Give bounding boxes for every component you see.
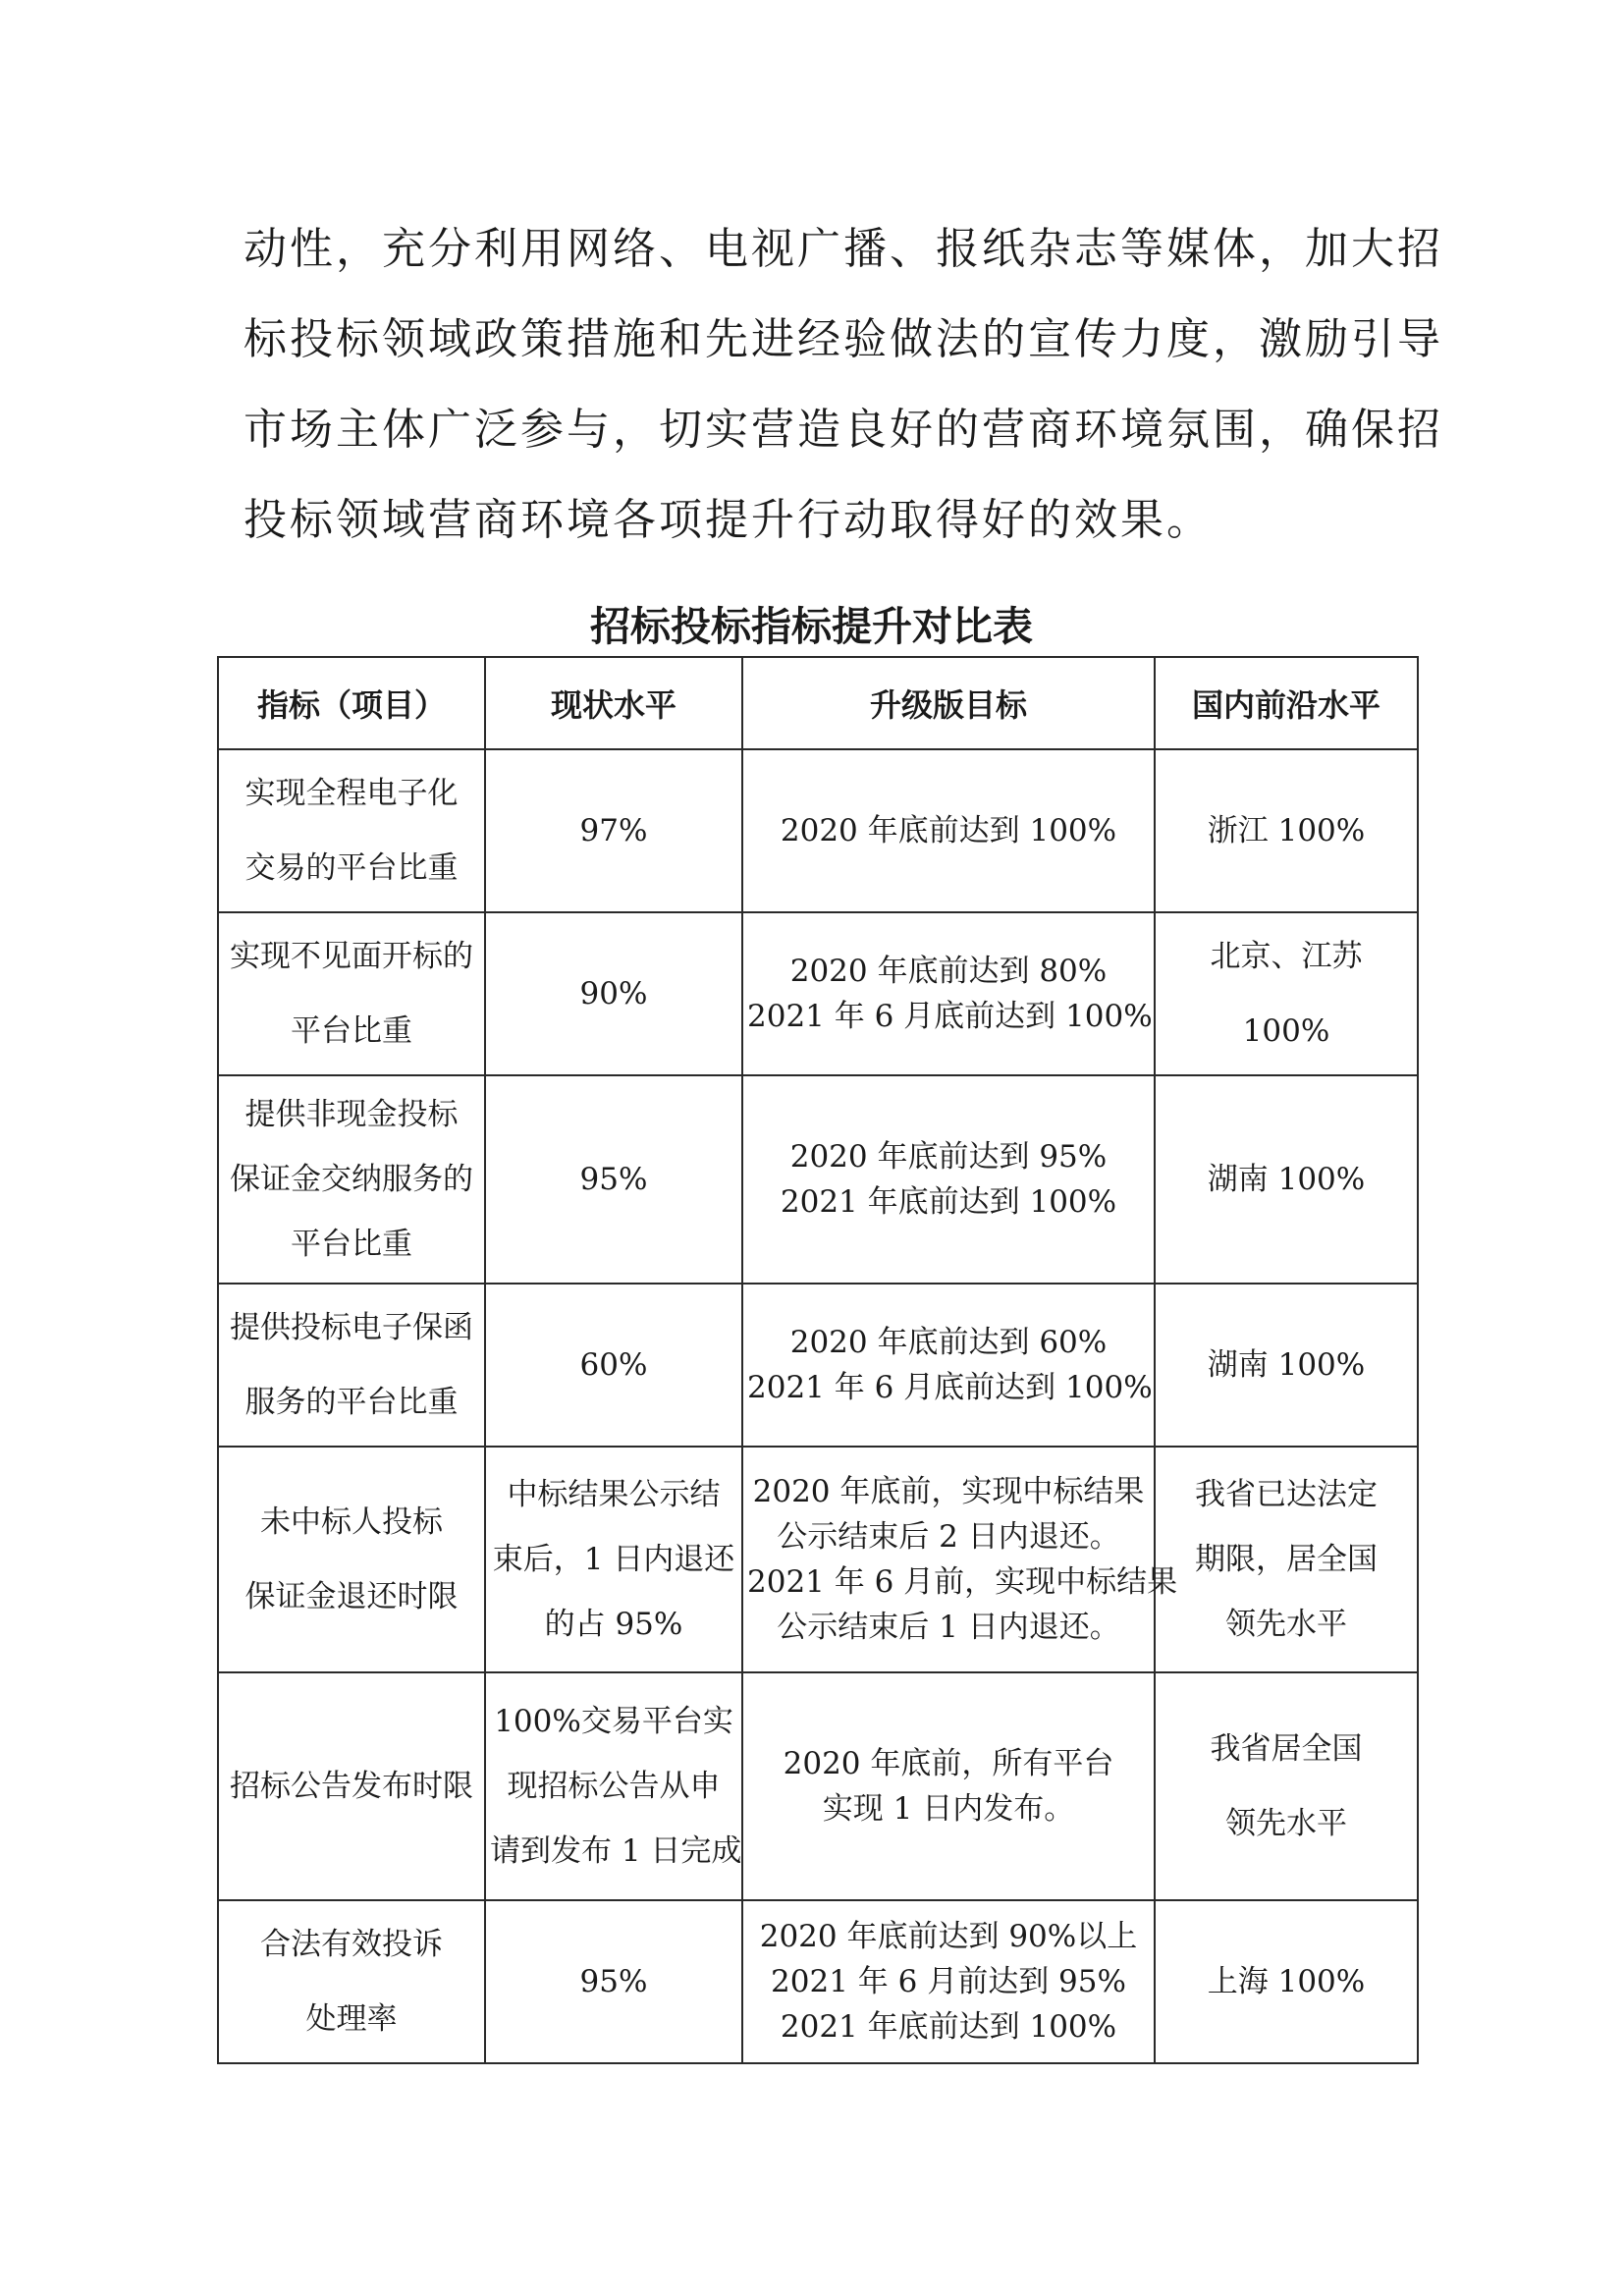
cell-current: 60% — [485, 1284, 742, 1447]
cell-indicator: 合法有效投诉 处理率 — [218, 1900, 485, 2063]
cell-frontier: 湖南 100% — [1155, 1284, 1418, 1447]
table-row — [218, 1075, 1418, 1284]
cell-target: 2020 年底前达到 80% 2021 年 6 月底前达到 100% — [742, 912, 1155, 1075]
header-frontier-level: 国内前沿水平 — [1155, 657, 1418, 749]
table-row — [218, 1447, 1418, 1672]
cell-current: 95% — [485, 1900, 742, 2063]
cell-frontier: 北京、江苏 100% — [1155, 912, 1418, 1075]
cell-indicator: 招标公告发布时限 — [218, 1672, 485, 1900]
cell-indicator: 实现不见面开标的 平台比重 — [218, 912, 485, 1075]
cell-target: 2020 年底前，实现中标结果 公示结束后 2 日内退还。 2021 年 6 月前，实现中标结果 公示结束后 1 日内退还。 — [742, 1447, 1155, 1672]
cell-indicator: 未中标人投标 保证金退还时限 — [218, 1447, 485, 1672]
cell-current: 90% — [485, 912, 742, 1075]
paragraph-line: 投标领域营商环境各项提升行动取得好的效果。 — [243, 495, 1213, 545]
cell-frontier: 浙江 100% — [1155, 749, 1418, 912]
cell-indicator: 提供非现金投标 保证金交纳服务的 平台比重 — [218, 1075, 485, 1284]
table-row — [218, 1900, 1418, 2063]
comparison-table — [217, 656, 1419, 2064]
cell-current: 100%交易平台实 现招标公告从申 请到发布 1 日完成 — [485, 1672, 742, 1900]
cell-indicator: 实现全程电子化 交易的平台比重 — [218, 749, 485, 912]
cell-target: 2020 年底前，所有平台 实现 1 日内发布。 — [742, 1672, 1155, 1900]
table-header-row — [218, 657, 1418, 749]
cell-current: 95% — [485, 1075, 742, 1284]
cell-frontier: 湖南 100% — [1155, 1075, 1418, 1284]
cell-indicator: 提供投标电子保函 服务的平台比重 — [218, 1284, 485, 1447]
paragraph-line: 动性，充分利用网络、电视广播、报纸杂志等媒体，加大招 — [243, 224, 1443, 274]
cell-current: 中标结果公示结 束后，1 日内退还 的占 95% — [485, 1447, 742, 1672]
header-current-level: 现状水平 — [485, 657, 742, 749]
table-row — [218, 749, 1418, 912]
table-title: 招标投标指标提升对比表 — [590, 603, 1033, 650]
cell-frontier: 上海 100% — [1155, 1900, 1418, 2063]
table-row — [218, 912, 1418, 1075]
paragraph-line: 标投标领域政策措施和先进经验做法的宣传力度，激励引导 — [243, 314, 1443, 364]
cell-current: 97% — [485, 749, 742, 912]
cell-target: 2020 年底前达到 60% 2021 年 6 月底前达到 100% — [742, 1284, 1155, 1447]
header-indicator: 指标（项目） — [218, 657, 485, 749]
cell-target: 2020 年底前达到 90%以上 2021 年 6 月前达到 95% 2021 年底前达到 100% — [742, 1900, 1155, 2063]
cell-frontier: 我省居全国 领先水平 — [1155, 1672, 1418, 1900]
header-upgrade-target: 升级版目标 — [742, 657, 1155, 749]
table-row — [218, 1284, 1418, 1447]
paragraph-line: 市场主体广泛参与，切实营造良好的营商环境氛围，确保招 — [243, 405, 1443, 455]
cell-target: 2020 年底前达到 100% — [742, 749, 1155, 912]
cell-frontier: 我省已达法定 期限，居全国 领先水平 — [1155, 1447, 1418, 1672]
table-row — [218, 1672, 1418, 1900]
cell-target: 2020 年底前达到 95% 2021 年底前达到 100% — [742, 1075, 1155, 1284]
body-paragraph — [243, 204, 1443, 566]
